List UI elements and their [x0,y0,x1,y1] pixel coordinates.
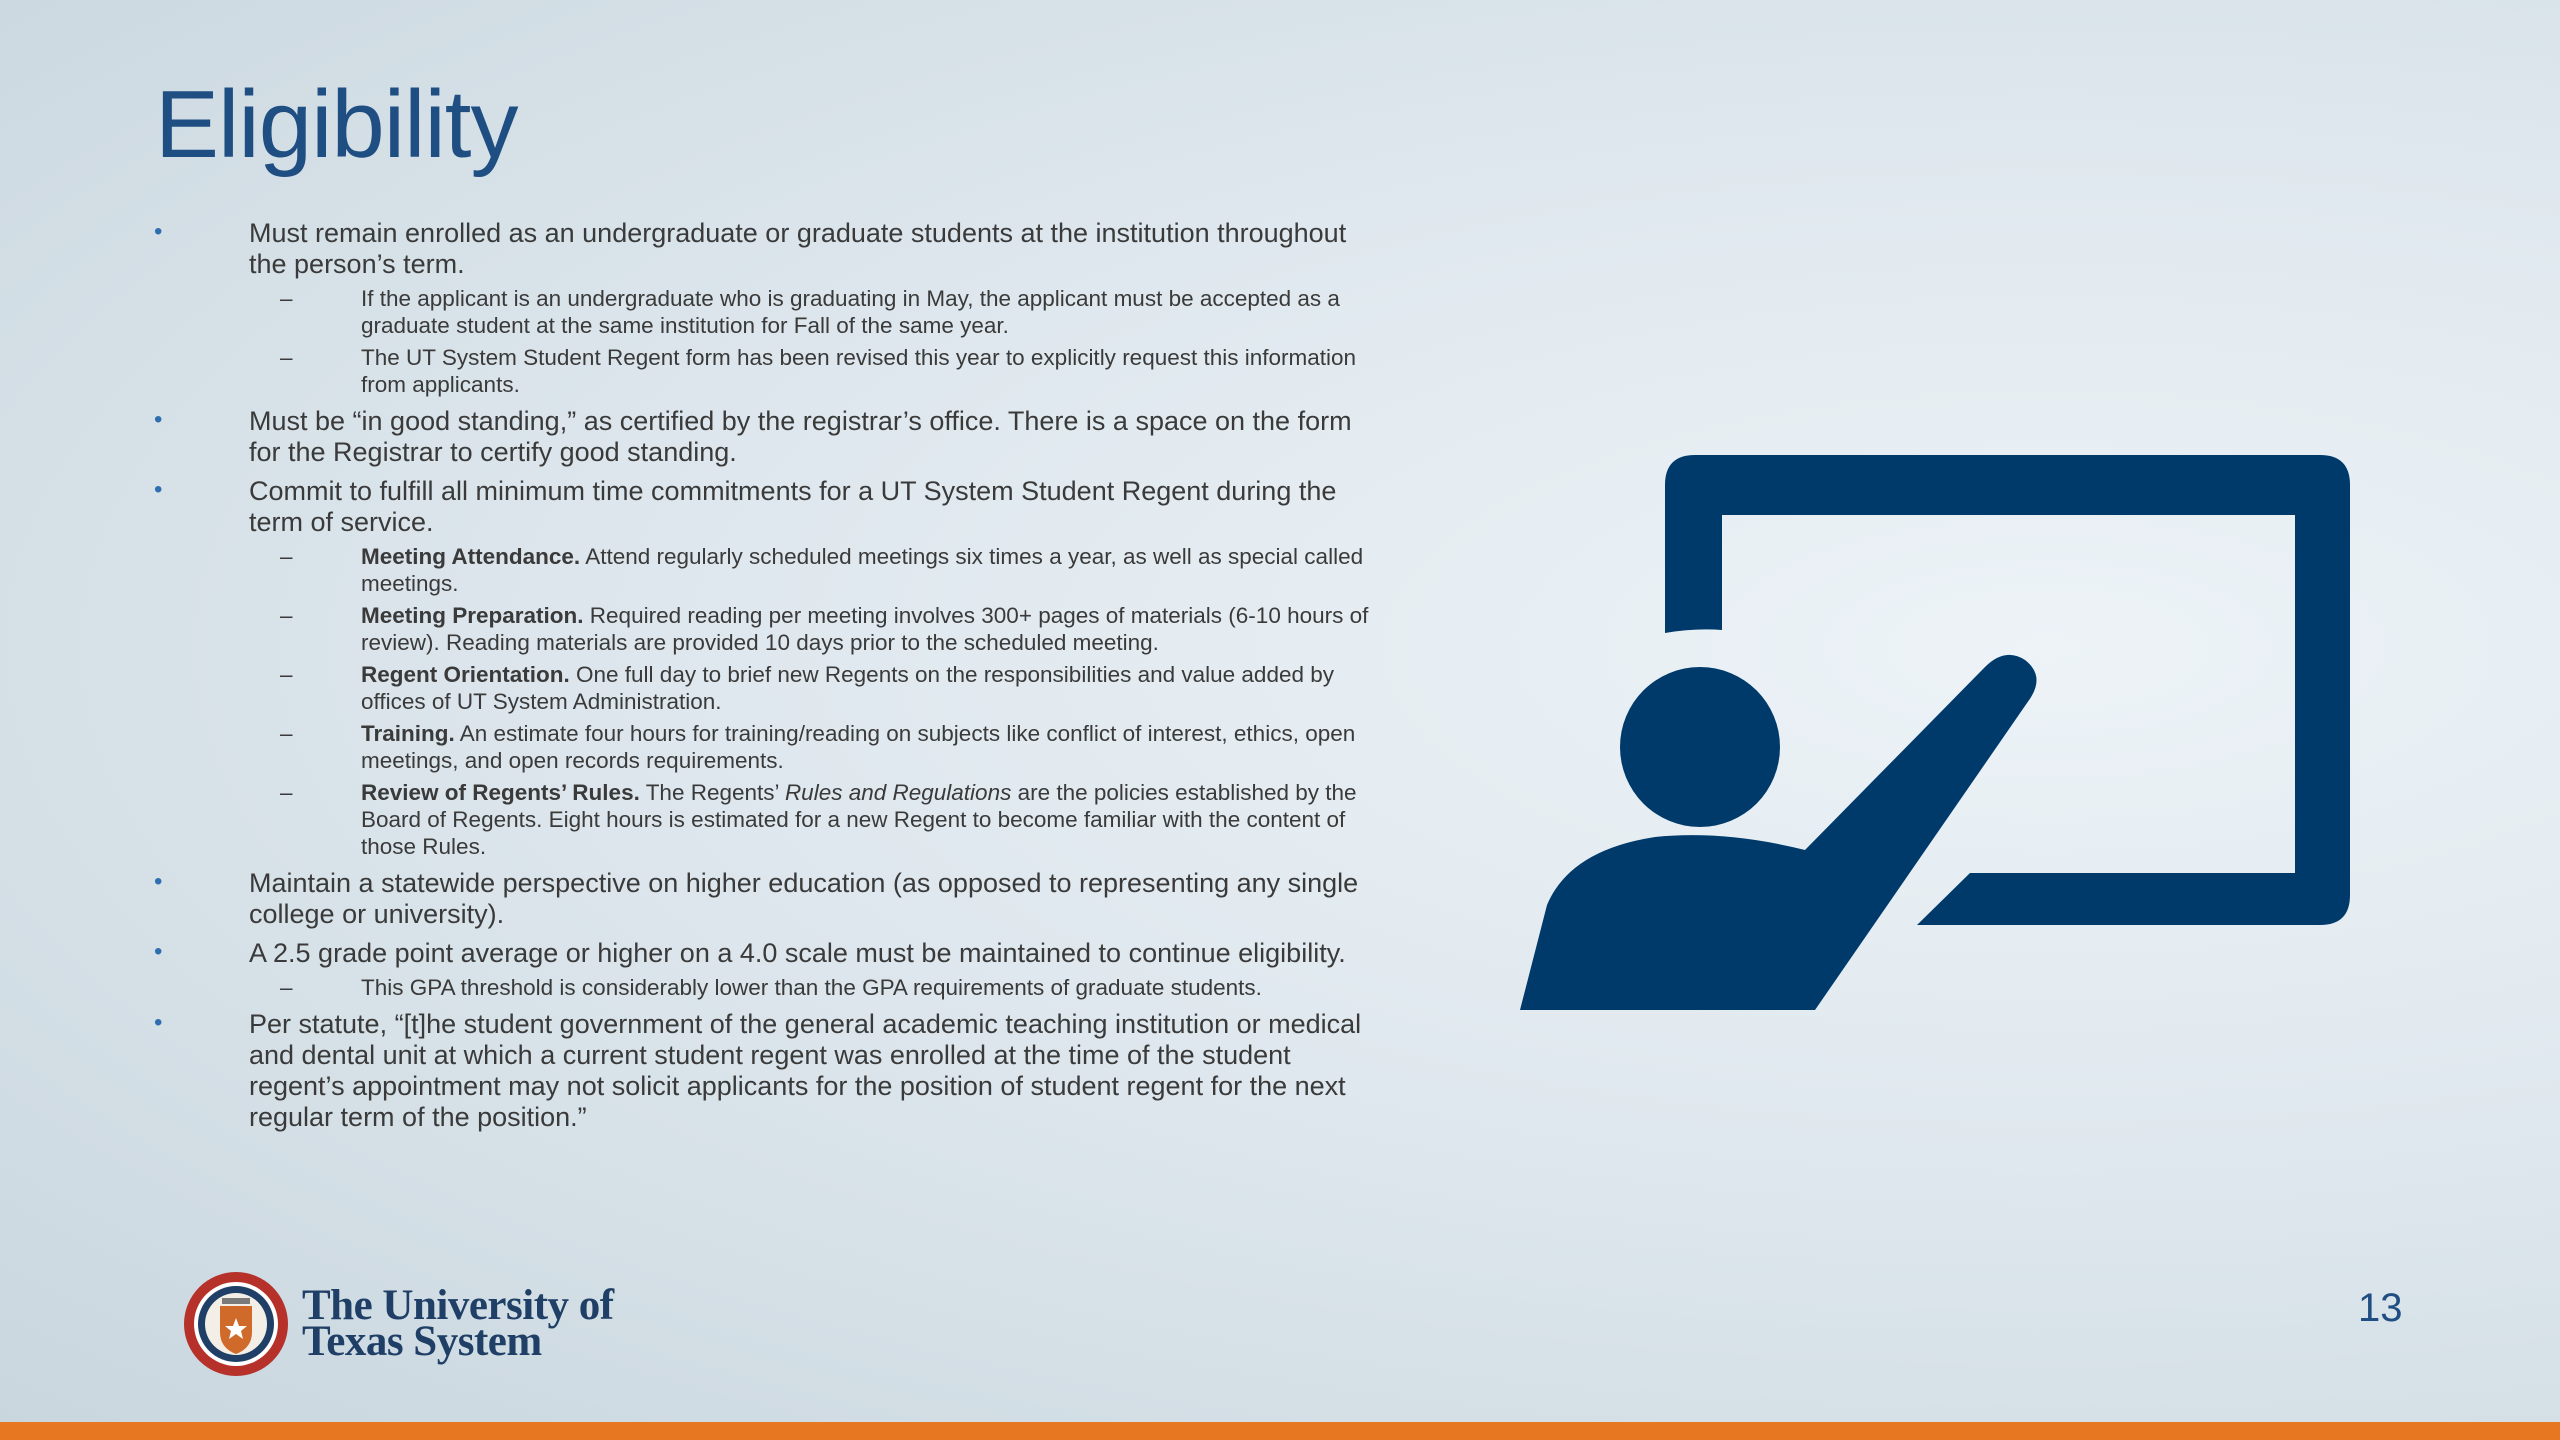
accent-bar [0,1422,2560,1440]
bullet-marker: • [154,1009,163,1036]
bullet-text: A 2.5 grade point average or higher on a 4.0 scale must be maintained to continue eligibility. [249,938,1346,968]
sub-bullet-item [150,602,1370,656]
sub-bullet-heading: Training. [361,721,455,746]
dash-marker: – [280,975,293,1000]
bullet-text: Must be “in good standing,” as certified by the registrar’s office. There is a space on the form for the Registrar to certify good standing. [249,406,1352,467]
bullet-item [150,938,1370,1001]
page-number: 13 [2358,1286,2403,1330]
sub-bullet-text: are the policies established by the Board of Regents. Eight hours is estimated for a new Regent to become familiar with the content of those Rules. [361,780,1357,859]
sub-bullet-text: Attend regularly scheduled meetings six times a year, as well as special called meetings. [361,544,1364,596]
sub-bullet-text: The UT System Student Regent form has been revised this year to explicitly request this information from applicants. [361,345,1357,397]
sub-bullet-text: The Regents’ [639,780,785,805]
teacher-at-board-icon [1515,455,2355,1010]
bullet-item [150,868,1370,930]
sub-bullet-item [150,779,1370,860]
bullet-item [150,406,1370,468]
bullet-text: Maintain a statewide perspective on higher education (as opposed to representing any single college or university). [249,868,1359,929]
bullet-marker: • [154,406,163,433]
sub-bullet-text: This GPA threshold is considerably lower than the GPA requirements of graduate students. [361,975,1262,1000]
dash-marker: – [280,721,293,746]
bullet-item [150,218,1370,398]
sub-bullet-heading: Meeting Preparation. [361,603,584,628]
sub-bullet-text: If the applicant is an undergraduate who is graduating in May, the applicant must be accepted as a graduate student at the same institution for Fall of the same year. [361,286,1340,338]
sub-bullet-heading: Review of Regents’ Rules. [361,780,640,805]
sub-bullet-item [150,344,1370,398]
logo-line1: The University of [302,1282,614,1329]
person-body [1520,655,2037,1010]
sub-bullet-item [150,285,1370,339]
bullet-item [150,476,1370,860]
sub-bullet-text: An estimate four hours for training/reading on subjects like conflict of interest, ethics, open meetings, and open records requirements. [361,721,1356,773]
logo-wordmark [302,1282,614,1365]
sub-bullet-italic: Rules and Regulations [784,780,1012,805]
dash-marker: – [280,780,293,805]
bullet-marker: • [154,938,163,965]
sub-bullet-item [150,974,1370,1001]
dash-marker: – [280,544,293,569]
bullet-text: Per statute, “[t]he student government of the general academic teaching institution or medical and dental unit at which a current student regent was enrolled at the time of the student regent’s appointment may not solicit applicants for the position of student regent for the next regular term of the position.” [249,1009,1362,1132]
sub-bullet-item [150,661,1370,715]
university-seal-icon [182,1270,290,1378]
sub-bullet-list [249,285,1370,398]
bullet-marker: • [154,218,163,245]
bullet-text: Must remain enrolled as an undergraduate or graduate students at the institution throughout the person’s term. [249,218,1347,279]
ut-system-logo [182,1270,652,1380]
person-head [1620,667,1780,827]
dash-marker: – [280,662,293,687]
sub-bullet-text: One full day to brief new Regents on the responsibilities and value added by offices of UT System Administration. [361,662,1334,714]
sub-bullet-list [249,974,1370,1001]
sub-bullet-list [249,543,1370,860]
sub-bullet-heading: Regent Orientation. [361,662,570,687]
sub-bullet-text: Required reading per meeting involves 300+ pages of materials (6-10 hours of review). Reading materials are provided 10 days prior to the scheduled meeting. [361,603,1369,655]
bullet-list [150,218,1370,1141]
bullet-item [150,1009,1370,1133]
dash-marker: – [280,286,293,311]
logo-line2: Texas System [302,1318,542,1365]
dash-marker: – [280,345,293,370]
bullet-marker: • [154,868,163,895]
bullet-marker: • [154,476,163,503]
sub-bullet-heading: Meeting Attendance. [361,544,581,569]
dash-marker: – [280,603,293,628]
sub-bullet-item [150,543,1370,597]
bullet-text: Commit to fulfill all minimum time commitments for a UT System Student Regent during the term of service. [249,476,1337,537]
sub-bullet-item [150,720,1370,774]
slide-title: Eligibility [155,71,518,178]
